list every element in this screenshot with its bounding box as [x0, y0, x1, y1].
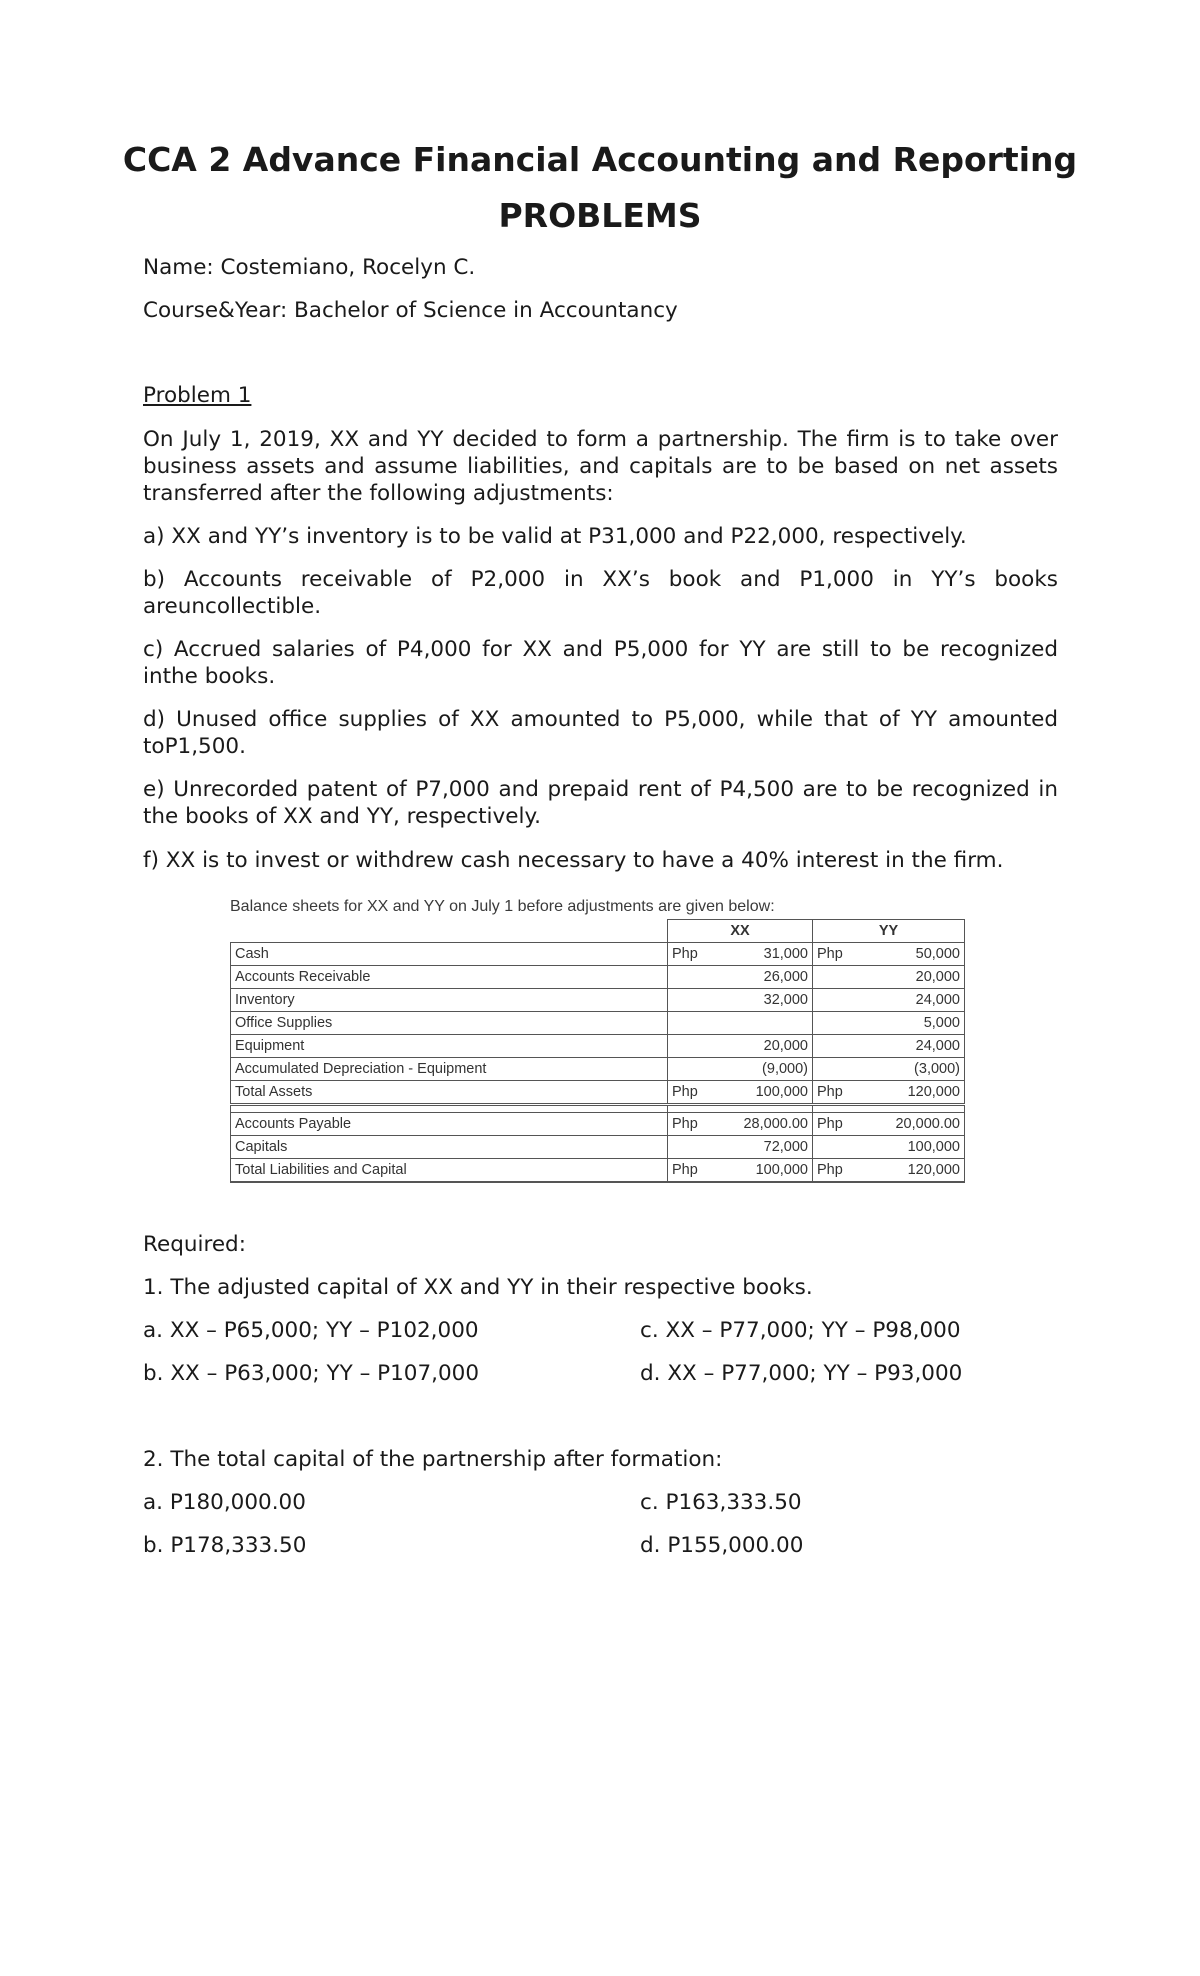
currency-yy — [813, 1012, 853, 1035]
currency-yy: Php — [813, 943, 853, 966]
table-row — [231, 966, 965, 989]
amount-yy: (3,000) — [853, 1058, 965, 1081]
column-header-xx: XX — [668, 920, 813, 943]
amount-yy: 120,000 — [853, 1159, 965, 1183]
column-header-yy: YY — [813, 920, 965, 943]
currency-xx — [668, 1035, 708, 1058]
row-label: Inventory — [231, 989, 668, 1012]
amount-yy: 5,000 — [853, 1012, 965, 1035]
problem-heading: Problem 1 — [143, 383, 252, 408]
currency-yy — [813, 1058, 853, 1081]
amount-xx: 20,000 — [708, 1035, 813, 1058]
table-row-total-liabilities-capital — [231, 1159, 965, 1183]
row-label: Office Supplies — [231, 1012, 668, 1035]
amount-xx: 72,000 — [708, 1136, 813, 1159]
q2-option-a: a. P180,000.00 — [143, 1490, 306, 1515]
adjustment-item-e: e) Unrecorded patent of P7,000 and prepaid rent of P4,500 are to be recognized in the books of XX and YY, respectively. — [143, 777, 1058, 829]
amount-yy: 120,000 — [853, 1081, 965, 1105]
amount-xx: (9,000) — [708, 1058, 813, 1081]
currency-xx: Php — [668, 1113, 708, 1136]
amount-yy: 24,000 — [853, 1035, 965, 1058]
currency-xx — [668, 1136, 708, 1159]
amount-xx — [708, 1012, 813, 1035]
adjustment-item-c: c) Accrued salaries of P4,000 for XX and P5,000 for YY are still to be recognized inthe books. — [143, 637, 1058, 689]
name-line: Name: Costemiano, Rocelyn C. — [143, 255, 476, 280]
row-label: Equipment — [231, 1035, 668, 1058]
adjustment-item-d: d) Unused office supplies of XX amounted to P5,000, while that of YY amounted toP1,500. — [143, 707, 1058, 759]
table-row-total-assets — [231, 1081, 965, 1105]
amount-yy: 24,000 — [853, 989, 965, 1012]
course-line: Course&Year: Bachelor of Science in Accountancy — [143, 298, 678, 323]
currency-xx — [668, 966, 708, 989]
row-label: Total Liabilities and Capital — [231, 1159, 668, 1183]
currency-yy — [813, 966, 853, 989]
adjustment-item-b: b) Accounts receivable of P2,000 in XX’s book and P1,000 in YY’s books areuncollectible. — [143, 567, 1058, 619]
currency-yy — [813, 989, 853, 1012]
adjustment-item-a: a) XX and YY’s inventory is to be valid at P31,000 and P22,000, respectively. — [143, 524, 967, 549]
document-subtitle: PROBLEMS — [498, 196, 702, 235]
table-row — [231, 1058, 965, 1081]
currency-xx: Php — [668, 1081, 708, 1105]
adjustment-item-f: f) XX is to invest or withdrew cash necessary to have a 40% interest in the firm. — [143, 848, 1004, 873]
currency-yy: Php — [813, 1081, 853, 1105]
row-label: Capitals — [231, 1136, 668, 1159]
currency-xx: Php — [668, 1159, 708, 1183]
q1-option-a: a. XX – P65,000; YY – P102,000 — [143, 1318, 479, 1343]
table-row — [231, 989, 965, 1012]
q2-option-d: d. P155,000.00 — [640, 1533, 804, 1558]
table-row — [231, 1035, 965, 1058]
question-2: 2. The total capital of the partnership after formation: — [143, 1447, 723, 1472]
currency-yy: Php — [813, 1159, 853, 1183]
table-row — [231, 1136, 965, 1159]
problem-intro: On July 1, 2019, XX and YY decided to form a partnership. The firm is to take over business assets and assume liabilities, and capitals are to be based on net assets transferred after the following adjustments: — [143, 427, 1058, 506]
balance-sheet-table — [230, 919, 965, 1183]
currency-xx — [668, 1012, 708, 1035]
currency-yy — [813, 1136, 853, 1159]
amount-xx: 100,000 — [708, 1159, 813, 1183]
q2-option-c: c. P163,333.50 — [640, 1490, 802, 1515]
table-row — [231, 1113, 965, 1136]
amount-yy: 20,000.00 — [853, 1113, 965, 1136]
amount-xx: 28,000.00 — [708, 1113, 813, 1136]
amount-yy: 20,000 — [853, 966, 965, 989]
balance-sheet-caption: Balance sheets for XX and YY on July 1 before adjustments are given below: — [230, 898, 775, 915]
question-1: 1. The adjusted capital of XX and YY in their respective books. — [143, 1275, 813, 1300]
amount-yy: 50,000 — [853, 943, 965, 966]
q1-option-b: b. XX – P63,000; YY – P107,000 — [143, 1361, 480, 1386]
balance-sheet-figure — [230, 897, 964, 1183]
amount-xx: 26,000 — [708, 966, 813, 989]
amount-xx: 100,000 — [708, 1081, 813, 1105]
row-label: Accounts Payable — [231, 1113, 668, 1136]
q1-option-d: d. XX – P77,000; YY – P93,000 — [640, 1361, 963, 1386]
amount-xx: 31,000 — [708, 943, 813, 966]
document-title: CCA 2 Advance Financial Accounting and Reporting — [122, 140, 1078, 179]
table-header-row — [231, 920, 965, 943]
currency-xx — [668, 989, 708, 1012]
q1-option-c: c. XX – P77,000; YY – P98,000 — [640, 1318, 961, 1343]
required-heading: Required: — [143, 1232, 246, 1257]
row-label: Accumulated Depreciation - Equipment — [231, 1058, 668, 1081]
table-row — [231, 943, 965, 966]
row-label: Total Assets — [231, 1081, 668, 1105]
amount-xx: 32,000 — [708, 989, 813, 1012]
q2-option-b: b. P178,333.50 — [143, 1533, 307, 1558]
currency-yy — [813, 1035, 853, 1058]
currency-xx: Php — [668, 943, 708, 966]
table-row — [231, 1012, 965, 1035]
row-label: Cash — [231, 943, 668, 966]
row-label: Accounts Receivable — [231, 966, 668, 989]
amount-yy: 100,000 — [853, 1136, 965, 1159]
currency-xx — [668, 1058, 708, 1081]
currency-yy: Php — [813, 1113, 853, 1136]
table-spacer-row — [231, 1105, 965, 1113]
